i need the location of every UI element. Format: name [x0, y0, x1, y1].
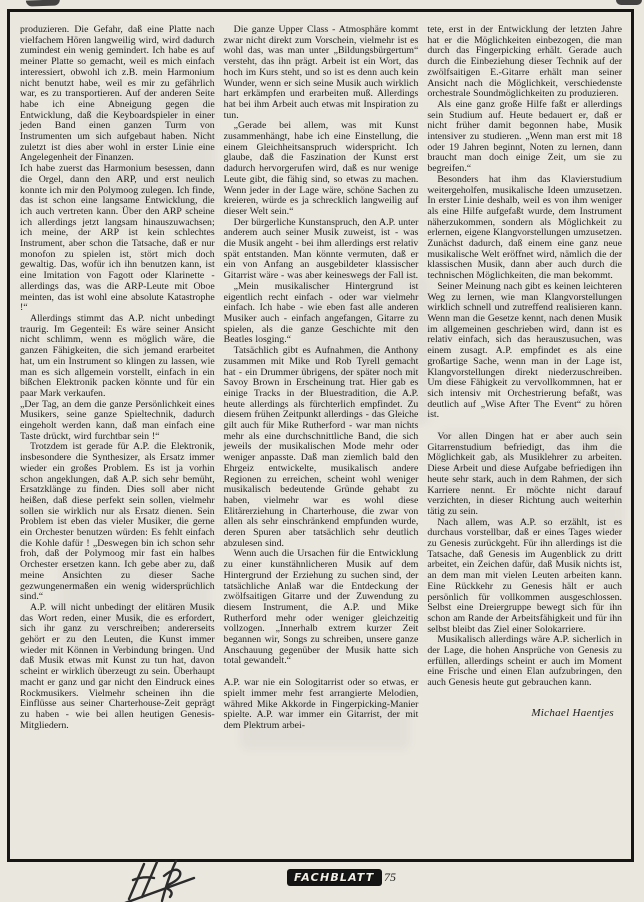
page-footer: [0, 862, 644, 902]
article-paragraph: Ich habe zuerst das Harmonium besessen, dann die Orgel, dann den ARP, und erst neulich konnte ich mir den Polymoog zulegen. Ich finde, das ist schon eine langsame Entwicklung, die ich auch vertreten kann. Über den ARP scheine ich allerdings jetzt langsam hinauszuwachsen; ich meine, der ARP ist kein schlechtes Instrument, aber schon die Tatsache, daß er nur monofon zu spielen ist, stört mich doch gewaltig. Das, wofür ich ihn benutzen kann, ist eine Imitation von Fagott oder Klarinette - allerdings das, was die ARP-Leute mit Oboe meinten, das ist wohl eine absolute Katastrophe !“: [20, 163, 215, 314]
article-paragraph: tete, erst in der Entwicklung der letzten Jahre hat er die Möglichkeiten einbezogen, die man durch das Fingerpicking erhält. Gerade auch durch die Einbeziehung dieser Technik auf der zwölfsaitigen E.-Gitarre erhält man seiner Ansicht nach die Möglichkeit, verschiedenste orchestrale Soundmöglichkeiten zu produzieren.: [427, 24, 623, 100]
article-paragraph: Der bürgerliche Kunstanspruch, den A.P. unter anderem auch seiner Musik zuweist, ist - was die Musik angeht - bei ihm allerdings erst relativ spät entstanden. Man könnte vermuten, daß er ein von Anfang an ausgebildeter klassischer Gitarrist wäre - was aber keineswegs der Fall ist.: [223, 216, 419, 282]
scan-smudge: [26, 0, 60, 7]
article-paragraph: Musikalisch allerdings wäre A.P. sicherlich in der Lage, die hohen Ansprüche von Genesis zu erfüllen, allerdings scheint er auch im Moment eine Frische und einen Elan aufzubringen, den auch Genesis heute gut gebrauchen kann.: [427, 634, 623, 689]
article-frame: [7, 9, 634, 862]
article-column-2: [224, 25, 419, 851]
article-paragraph: Nach allem, was A.P. so erzählt, ist es durchaus vorstellbar, daß er eines Tages wieder zu Genesis zurückgeht. Für ihn allerdings ist die Tatsache, daß Genesis im Augenblick zu dritt arbeitet, ein Zeichen dafür, daß Musik nichts ist, an dem man mit vielen Leuten arbeiten kann. Eine Rückkehr zu Genesis hält er auch persönlich für vollkommen ausgeschlossen. Selbst eine Dreiergruppe bewegt sich für ihn schon am Rande der Arbeitsfähigkeit und für ihn selbst bleibt das Ziel einer Solokarriere.: [427, 516, 623, 635]
article-paragraph: Wenn auch die Ursachen für die Entwicklung zu einer kunstähnlicheren Musik auf dem Hintergrund der Erziehung zu suchen sind, der tatsächliche Anlaß war die Entdeckung der zwölfsaitigen Gitarre und der Zuwendung zu diesem Instrument, die A.P. und Mike Rutherford mehr oder weniger gleichzeitig vollzogen. „Innerhalb extrem kurzer Zeit begannen wir, Songs zu schreiben, unsere ganze Anschauung gegenüber der Musik hatte sich total gewandelt.“: [223, 548, 419, 667]
article-paragraph: „Mein musikalischer Hintergrund ist eigentlich recht einfach - oder war vielmehr einfach. Ich habe - wie eben fast alle anderen Musiker auch - einfach angefangen, Gitarre zu spielen, als die ganze Geschichte mit den Beatles losging.“: [223, 280, 419, 346]
article-paragraph: „Der Tag, an dem die ganze Persönlichkeit eines Musikers, seine ganze Spieltechnik, dadurch eingeholt werden kann, daß man einfach eine Taste drückt, wird furchtbar sein !“: [20, 398, 215, 442]
article-column-3: [427, 25, 622, 851]
article-column-3-paragraphs: [427, 25, 622, 689]
article-paragraph: Besonders hat ihm das Klavierstudium weitergeholfen, musikalische Ideen umzusetzen. In erster Linie deshalb, weil es von ihm weniger als eine Hilfe aufgefaßt wurde, dem Instrument näherzukommen, sondern als Möglichkeit zu erlernen, eigene Klangvorstellungen umzusetzen. Zunächst dadurch, daß einem eine ganz neue musikalische Welt eröffnet wird, nämlich die der klassischen Musik, dann aber auch durch die technischen Möglichkeiten, die man bekommt.: [427, 173, 623, 282]
page-number: 75: [384, 870, 396, 884]
author-byline: Michael Haentjes: [531, 706, 615, 719]
handwritten-initials-icon: [122, 858, 198, 902]
article-paragraph: Trotzdem ist gerade für A.P. die Elektronik, insbesondere die Synthesizer, als Ersatz immer wieder ein großes Problem. Es ist ja vorhin schon angeklungen, daß A.P. sich sehr bemüht, Ersatzklänge zu finden. Dies soll aber nicht heißen, daß diese perfekt sein sollen, vielmehr sollen sie wirklich nur als Ersatz dienen. Sein Problem ist eben das vieler Musiker, die gerne ein Orchester benutzen würden: Es fehlt einfach die Kohle dafür ! „Deswegen bin ich schon sehr froh, daß der Polymoog mir fast ein halbes Orchester ersetzen kann. Ich gebe aber zu, daß meine Ansichten zu dieser Sache gezwungenermaßen ein wenig widersprüchlich sind.“: [20, 441, 215, 603]
article-paragraph: Seiner Meinung nach gibt es keinen leichteren Weg zu lernen, wie man Klangvorstellungen wirklich schnell und zutreffend realisieren kann. Wenn man die Gesetze kennt, nach denen Musik im allgemeinen geschrieben wird, dann ist es relativ einfach, sich das herauszusuchen, was einem zusagt. A.P. empfindet es als eine großartige Sache, wenn man in der Lage ist, Klangvorstellungen direkt niederzuschreiben. Um diese Fähigkeit zu vervollkommnen, hat er sich intensiv mit Orchestrierung befaßt, was deutlich auf „Wise After The Event“ zu hören ist.: [427, 280, 623, 421]
fachblatt-logo: FACHBLATT: [287, 869, 382, 886]
article-paragraph: Die ganze Upper Class - Atmosphäre kommt zwar nicht direkt zum Vorschein, vielmehr ist es wohl das, was man unter „Bildungsbürgertum“ versteht, das ihn prägt. Arbeit ist ein Wort, das hoch im Kurs steht, und so ist es denn auch kein Wunder, wenn er sich seine Musik auch wirklich hart erkämpfen und erarbeiten muß. Allerdings hat bei ihm Arbeit auch etwas mit Inspiration zu tun.: [223, 24, 419, 121]
article-paragraph: Tatsächlich gibt es Aufnahmen, die Anthony zusammen mit Mike und Rob Tyrell gemacht hat - ein Drummer übrigens, der später noch mit Savoy Brown in Erscheinung trat. Hier gab es einige Tracks in der Bluestradition, die A.P. heute allerdings als fürchterlich empfindet. Zu diesem frühen Zeitpunkt allerdings - das Gleiche gilt auch für Mike Rutherford - war man nichts mehr als eine durchschnittliche Band, die sich jeweils der musikalischen Mode mehr oder weniger anpasste. Daß man ziemlich bald den Ehrgeiz entwickelte, musikalisch andere Regionen zu erreichen, scheint wohl weniger musikalisch bedeutende Gründe gehabt zu haben, vielmehr war es wohl diese Elitärerziehung in Charterhouse, die zwar von allen als sehr einschränkend empfunden wurde, deren Spuren aber tatsächlich sehr deutlich abzulesen sind.: [223, 345, 419, 549]
scan-smudge: [616, 0, 642, 5]
article-paragraph: produzieren. Die Gefahr, daß eine Platte nach vielfachem Hören langweilig wird, wird dadurch zumindest ein wenig gemindert. Ich habe es auf meiner Platte so gemacht, weil es mich einfach interessiert, obwohl ich z.B. mein Harmonium nicht benutzt habe, weil es mir zu gefährlich war, es zu transportieren. Auf der anderen Seite habe ich eine Abneigung gegen die Entwicklung, daß die Keyboardspieler in einer jeden Band einen ganzen Turm von Instrumenten um sich aufgebaut haben. Nicht zuletzt ist dies aber wohl in erster Linie eine Angelegenheit der Finanzen.: [20, 24, 215, 164]
article-paragraph: Als eine ganz große Hilfe faßt er allerdings sein Studium auf. Heute bedauert er, daß er nicht früher damit begonnen habe, Musik intensiver zu studieren. „Wenn man erst mit 18 oder 19 Jahren beginnt, Noten zu lernen, dann braucht man doch einige Zeit, um sie zu begreifen.“: [427, 98, 623, 175]
article-paragraph: A.P. war nie ein Sologitarrist oder so etwas, er spielt immer mehr fest arrangierte Melodien, währed Mike Akkorde in Fingerpicking-Manier spielte. A.P. war immer ein Gitarrist, der mit dem Plektrum arbei-: [223, 677, 419, 731]
article-paragraph: Allerdings stimmt das A.P. nicht unbedingt traurig. Im Gegenteil: Es wäre seiner Ansicht nicht schlimm, wenn es möglich wäre, die ganzen Fähigkeiten, die sich jemand erarbeitet hat, um ein Instrument so klingen zu lassen, wie man es sich allgemein vorstellt, einfach in ein bißchen Elektronik packen könnte und für ein paar Mark verkaufen.: [20, 312, 215, 399]
article-paragraph: „Gerade bei allem, was mit Kunst zusammenhängt, habe ich eine Einstellung, die einem Gleichheitsanspruch widerspricht. Ich glaube, daß die Faszination der Kunst erst dadurch hervorgerufen wird, daß es nur wenige Leute gibt, die fähig sind, so etwas zu machen. Wenn jeder in der Lage wäre, schöne Sachen zu kreieren, würde es ja schrecklich langweilig auf dieser Welt sein.“: [223, 120, 419, 217]
article-column-1: [20, 25, 215, 851]
article-paragraph: Vor allen Dingen hat er aber auch sein Gitarrenstudium befriedigt, das ihm die Möglichkeit gab, als Musiklehrer zu arbeiten. Diese Arbeit und diese Aufgabe befriedigen ihn heute sehr stark, auch in dem Rahmen, der sich Karriere nennt. Er möchte nicht darauf verzichten, in dieser Richtung auch weiterhin tätig zu sein.: [427, 431, 623, 517]
article-paragraph: A.P. will nicht unbedingt der elitären Musik das Wort reden, einer Musik, die es erfordert, sich ihr ganz zu verschreiben; andererseits gehört er zu den Leuten, die Kunst immer wieder mit Können in Verbindung bringen. Und daß Musik etwas mit Kunst zu tun hat, davon scheint er wirklich überzeugt zu sein. Überhaupt macht er ganz und gar nicht den Eindruck eines Rockmusikers. Vielmehr scheinen ihn die Einflüsse aus seiner Charterhouse-Zeit geprägt zu haben - wie bei allen heutigen Genesis-Mitgliedern.: [20, 601, 215, 731]
